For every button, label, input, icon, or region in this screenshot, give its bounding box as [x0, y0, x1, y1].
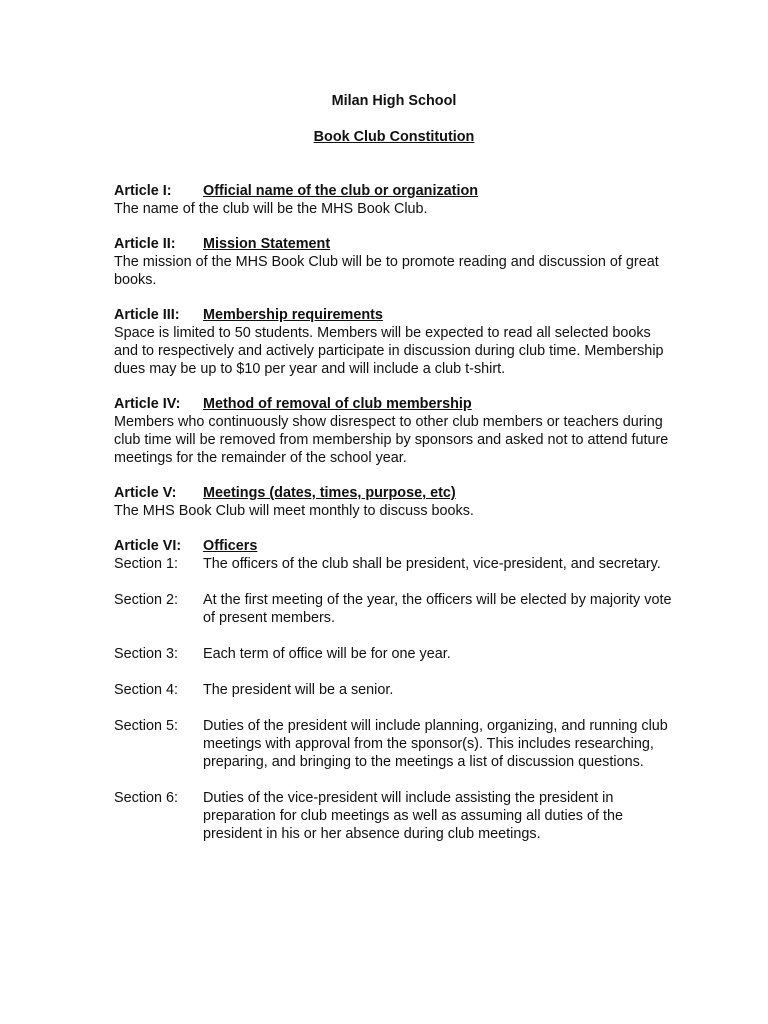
article-number: Article VI: — [114, 538, 182, 554]
article-heading — [114, 235, 674, 253]
article-number: Article I: — [114, 183, 172, 199]
article-body: The mission of the MHS Book Club will be to promote reading and discussion of great books. — [114, 254, 659, 288]
article-title: Method of removal of club membership — [203, 396, 472, 412]
article-heading — [114, 306, 674, 324]
article-5 — [114, 484, 674, 520]
article-4 — [114, 395, 674, 467]
article-number: Article II: — [114, 236, 176, 252]
section-label: Section 3: — [114, 646, 178, 662]
document-title: Book Club Constitution — [313, 129, 475, 145]
article-title: Official name of the club or organization — [203, 183, 479, 199]
article-1 — [114, 182, 674, 218]
section-text: Each term of office will be for one year. — [203, 646, 451, 662]
document-page — [114, 92, 674, 843]
article-number: Article IV: — [114, 396, 181, 412]
article-heading — [114, 182, 674, 200]
article-title: Mission Statement — [203, 236, 331, 252]
section-text: The president will be a senior. — [203, 682, 394, 698]
article-3 — [114, 306, 674, 378]
article-title: Meetings (dates, times, purpose, etc) — [203, 485, 456, 501]
article-heading — [114, 395, 674, 413]
section-text: Duties of the vice-president will include assisting the president in preparation for club meetings as well as assuming all duties of the president in his or her absence during club meetings. — [203, 790, 623, 842]
article-6 — [114, 537, 674, 843]
section-label: Section 2: — [114, 592, 178, 608]
article-body: The name of the club will be the MHS Book Club. — [114, 201, 428, 217]
section-text: Duties of the president will include planning, organizing, and running club meetings with approval from the sponsor(s). This includes researching, preparing, and bringing to the meetings a list of discussion questions. — [203, 718, 668, 770]
article-number: Article III: — [114, 307, 180, 323]
article-title: Membership requirements — [203, 307, 383, 323]
section-label: Section 1: — [114, 556, 178, 572]
section-text: At the first meeting of the year, the officers will be elected by majority vote of present members. — [203, 592, 672, 626]
article-title: Officers — [203, 538, 258, 554]
section-1 — [114, 555, 674, 573]
section-3 — [114, 645, 674, 663]
section-label: Section 5: — [114, 718, 178, 734]
section-4 — [114, 681, 674, 699]
section-label: Section 4: — [114, 682, 178, 698]
school-name: Milan High School — [331, 93, 457, 109]
article-number: Article V: — [114, 485, 177, 501]
section-label: Section 6: — [114, 790, 178, 806]
article-body: Space is limited to 50 students. Members will be expected to read all selected books and to respectively and actively participate in discussion during club time. Membership dues may be up to $10 per year and will include a club t-shirt. — [114, 325, 664, 377]
section-5 — [114, 717, 674, 771]
section-text: The officers of the club shall be president, vice-president, and secretary. — [203, 556, 661, 572]
article-heading — [114, 537, 674, 555]
article-heading — [114, 484, 674, 502]
article-2 — [114, 235, 674, 289]
section-6 — [114, 789, 674, 843]
article-body: The MHS Book Club will meet monthly to discuss books. — [114, 503, 474, 519]
section-2 — [114, 591, 674, 627]
article-body: Members who continuously show disrespect to other club members or teachers during club time will be removed from membership by sponsors and asked not to attend future meetings for the remainder of the school year. — [114, 414, 669, 466]
